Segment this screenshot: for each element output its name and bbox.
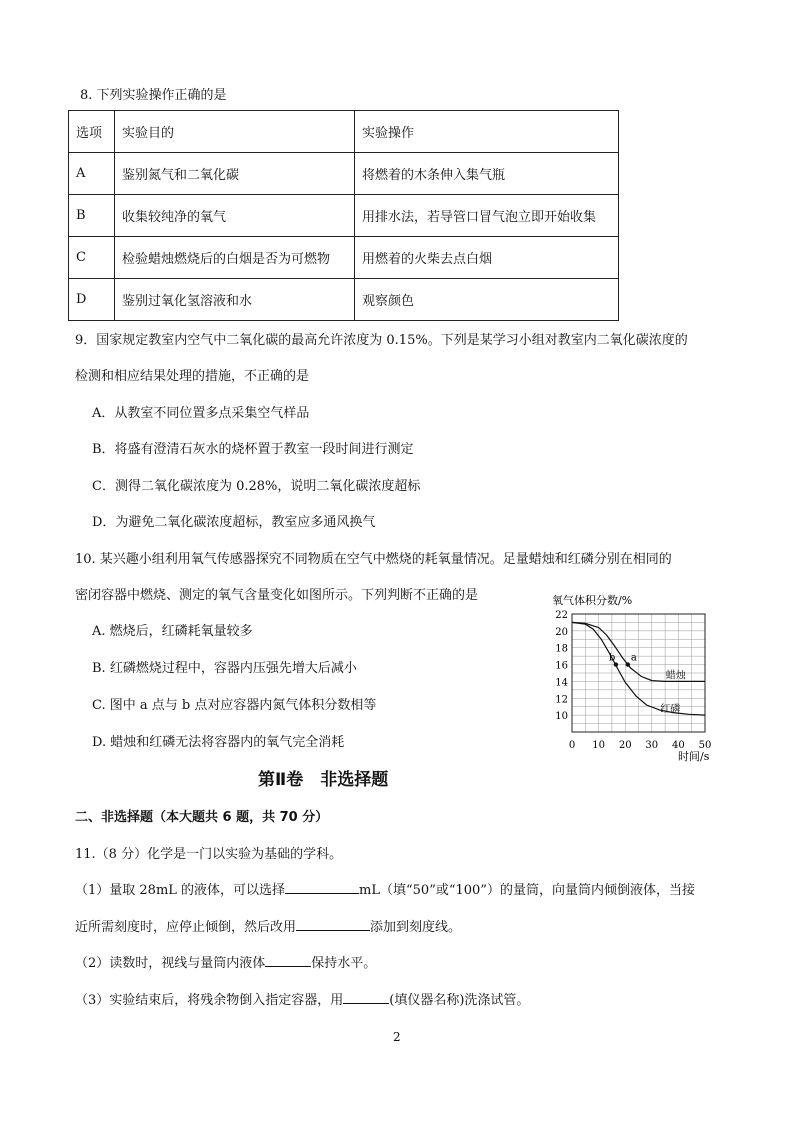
x-tick-label: 10 bbox=[592, 740, 605, 751]
q10-option-d: D. 蜡烛和红磷无法将容器内的氧气完全消耗 bbox=[92, 735, 345, 750]
q11-p1-text-d: 添加到刻度线。 bbox=[370, 920, 462, 935]
q11-p1-text-c: 近所需刻度时，应停止倾倒，然后改用 bbox=[75, 920, 297, 935]
x-tick-label: 0 bbox=[568, 740, 576, 751]
q11-part1-line2 bbox=[75, 916, 461, 935]
cell-operation: 用排水法，若导管口冒气泡立即开始收集 bbox=[355, 195, 619, 237]
chart-xlabel: 时间/s bbox=[678, 750, 710, 763]
oxygen-chart bbox=[540, 590, 720, 766]
cell-purpose: 检验蜡烛燃烧后的白烟是否为可燃物 bbox=[115, 237, 355, 279]
cell-operation: 将燃着的木条伸入集气瓶 bbox=[355, 153, 619, 195]
q10-stem-line1: 10. 某兴趣小组利用氧气传感器探究不同物质在空气中燃烧的耗氧量情况。足量蜡烛和红磷分别在相同的 bbox=[75, 552, 672, 567]
y-tick-label: 10 bbox=[555, 711, 568, 723]
q10-stem-line2: 密闭容器中燃烧、测定的氧气含量变化如图所示。下列判断不正确的是 bbox=[75, 588, 479, 603]
page-number: 2 bbox=[393, 1030, 401, 1044]
q11-part2 bbox=[75, 952, 376, 971]
q11-p1-text-b: mL（填“50”或“100”）的量筒，向量筒内倾倒液体，当接 bbox=[359, 883, 695, 898]
cell-purpose: 鉴别过氧化氢溶液和水 bbox=[115, 279, 355, 321]
cell-option: D bbox=[69, 279, 115, 321]
x-tick-label: 40 bbox=[672, 740, 685, 751]
q11-p3-text-b: (填仪器名称)洗涤试管。 bbox=[389, 993, 530, 1008]
cell-purpose: 收集较纯净的氧气 bbox=[115, 195, 355, 237]
answer-blank-2[interactable] bbox=[296, 918, 370, 931]
y-tick-label: 18 bbox=[555, 643, 568, 655]
q8-table bbox=[68, 110, 619, 321]
x-tick-label: 50 bbox=[698, 740, 712, 751]
q10-option-b: B. 红磷燃烧过程中，容器内压强先增大后减小 bbox=[92, 661, 357, 676]
y-tick-label: 16 bbox=[555, 660, 568, 672]
y-tick-label: 14 bbox=[555, 677, 568, 689]
answer-blank-3[interactable] bbox=[265, 954, 311, 967]
cell-purpose: 鉴别氮气和二氧化碳 bbox=[115, 153, 355, 195]
answer-blank-4[interactable] bbox=[343, 991, 389, 1004]
answer-blank-1[interactable] bbox=[285, 881, 359, 894]
x-tick-label: 30 bbox=[645, 740, 659, 751]
cell-option: B bbox=[69, 195, 115, 237]
table-row bbox=[69, 153, 619, 195]
chart-axes bbox=[555, 610, 711, 751]
q11-p3-text-a: （3）实验结束后，将残余物倒入指定容器，用 bbox=[75, 993, 344, 1008]
q9-stem-line1: 9．国家规定教室内空气中二氧化碳的最高允许浓度为 0.15%。下列是某学习小组对教室内二氧化碳浓度的 bbox=[75, 333, 688, 348]
q11-stem: 11.（8 分）化学是一门以实验为基础的学科。 bbox=[75, 847, 343, 862]
cell-operation: 用燃着的火柴去点白烟 bbox=[355, 237, 619, 279]
q9-option-c: C．测得二氧化碳浓度为 0.28%，说明二氧化碳浓度超标 bbox=[92, 479, 421, 494]
q8-stem: 8. 下列实验操作正确的是 bbox=[80, 88, 227, 103]
x-tick-label: 20 bbox=[618, 740, 632, 751]
table-row bbox=[69, 279, 619, 321]
point-label: a bbox=[630, 652, 637, 664]
data-point bbox=[626, 662, 630, 666]
q11-p2-text-a: （2）读数时，视线与量筒内液体 bbox=[75, 956, 266, 971]
q11-p1-text-a: （1）量取 28mL 的液体，可以选择 bbox=[75, 883, 286, 898]
y-tick-label: 20 bbox=[555, 626, 568, 638]
q11-part3 bbox=[75, 989, 529, 1008]
series-label: 红磷 bbox=[660, 704, 681, 716]
header-option: 选项 bbox=[69, 111, 115, 153]
table-row bbox=[69, 195, 619, 237]
q11-part1-line1 bbox=[75, 879, 695, 898]
header-purpose: 实验目的 bbox=[115, 111, 355, 153]
y-tick-label: 22 bbox=[555, 610, 568, 621]
cell-option: C bbox=[69, 237, 115, 279]
q11-p2-text-b: 保持水平。 bbox=[311, 956, 377, 971]
q10-option-c: C. 图中 a 点与 b 点对应容器内氮气体积分数相等 bbox=[92, 698, 377, 713]
q10-option-a: A. 燃烧后，红磷耗氧量较多 bbox=[92, 624, 253, 639]
q9-stem-line2: 检测和相应结果处理的措施，不正确的是 bbox=[75, 369, 310, 384]
point-label: b bbox=[608, 652, 616, 664]
part2-title: 第Ⅱ卷 非选择题 bbox=[258, 770, 389, 790]
cell-operation: 观察颜色 bbox=[355, 279, 619, 321]
q9-option-a: A．从教室不同位置多点采集空气样品 bbox=[92, 406, 310, 421]
q9-option-b: B．将盛有澄清石灰水的烧杯置于教室一段时间进行测定 bbox=[92, 442, 414, 457]
header-operation: 实验操作 bbox=[355, 111, 619, 153]
series-label: 蜡烛 bbox=[665, 670, 686, 682]
chart-ylabel: 氧气体积分数/% bbox=[552, 594, 633, 607]
q9-option-d: D．为避免二氧化碳浓度超标，教室应多通风换气 bbox=[92, 515, 376, 530]
section-heading: 二、非选择题（本大题共 6 题，共 70 分） bbox=[75, 810, 329, 825]
table-row bbox=[69, 237, 619, 279]
y-tick-label: 12 bbox=[555, 694, 568, 706]
table-header-row bbox=[69, 111, 619, 153]
cell-option: A bbox=[69, 153, 115, 195]
